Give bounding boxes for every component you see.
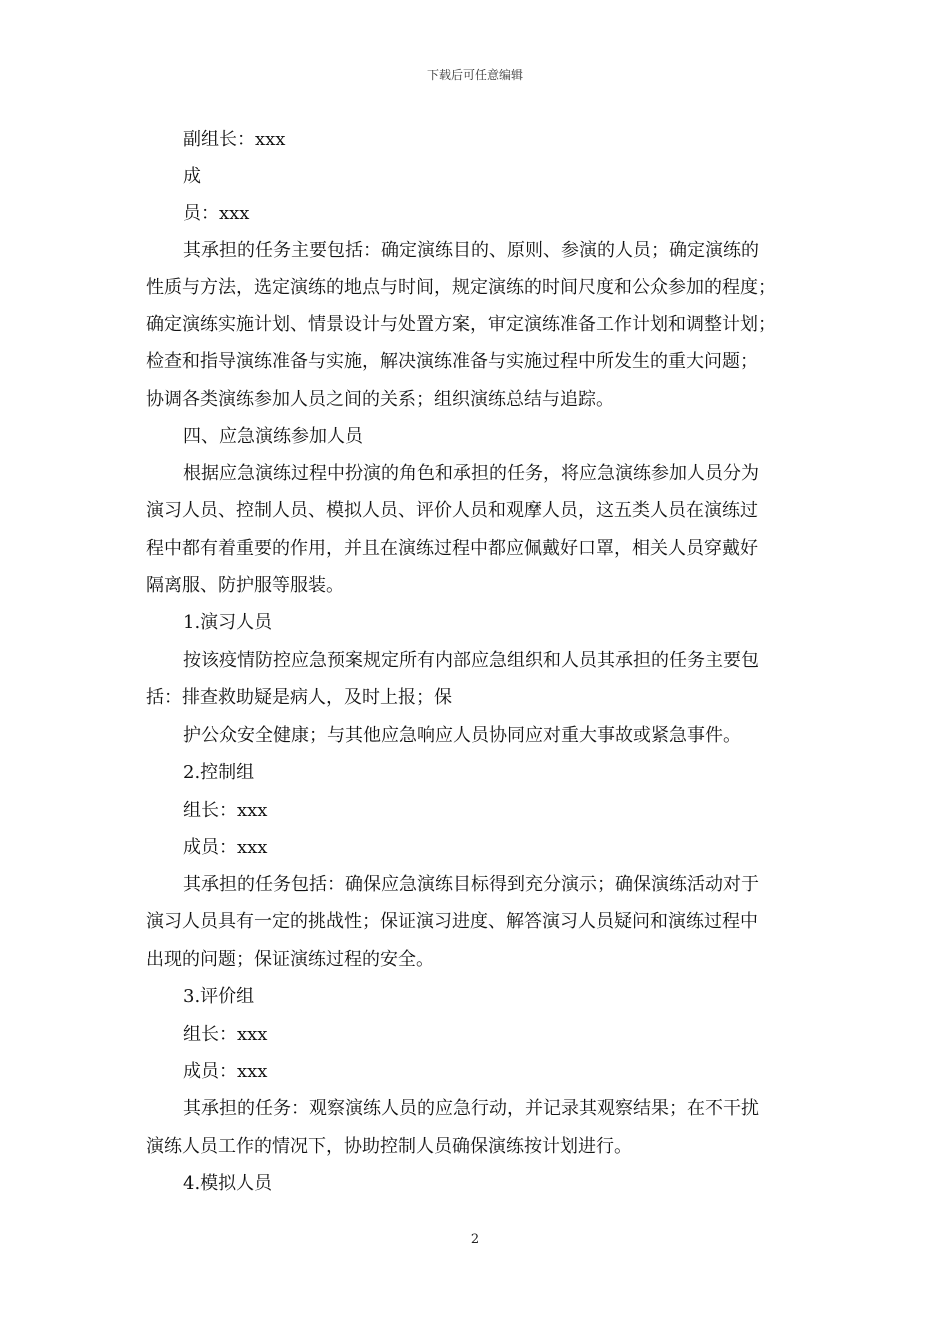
vice-leader-line: 副组长：xxx [183,129,286,150]
paragraph-line: 其承担的任务主要包括：确定演练目的、原则、参演的人员；确定演练的 [183,240,759,261]
paragraph-line: 确定演练实施计划、情景设计与处置方案，审定演练准备工作计划和调整计划； [146,314,776,335]
paragraph-line: 根据应急演练过程中扮演的角色和承担的任务，将应急演练参加人员分为 [183,463,759,484]
subsection-heading: 4.模拟人员 [183,1173,273,1194]
members-line: 成员：xxx [183,1061,268,1082]
member-value-line: 员：xxx [183,203,250,224]
leader-line: 组长：xxx [183,800,268,821]
page-header: 下载后可任意编辑 [426,68,523,82]
paragraph-line: 护公众安全健康；与其他应急响应人员协同应对重大事故或紧急事件。 [183,725,741,746]
paragraph-line: 程中都有着重要的作用，并且在演练过程中都应佩戴好口罩，相关人员穿戴好 [146,538,758,559]
paragraph-line: 演习人员、控制人员、模拟人员、评价人员和观摩人员，这五类人员在演练过 [146,500,758,521]
paragraph-line: 演习人员具有一定的挑战性；保证演习进度、解答演习人员疑问和演练过程中 [146,911,758,932]
paragraph-line: 检查和指导演练准备与实施，解决演练准备与实施过程中所发生的重大问题； [146,351,758,372]
paragraph-line: 其承担的任务包括：确保应急演练目标得到充分演示；确保演练活动对于 [183,874,759,895]
leader-line: 组长：xxx [183,1024,268,1045]
page-number: 2 [470,1232,480,1247]
paragraph-line: 演练人员工作的情况下，协助控制人员确保演练按计划进行。 [146,1136,632,1157]
paragraph-line: 性质与方法，选定演练的地点与时间，规定演练的时间尺度和公众参加的程度； [146,277,776,298]
subsection-heading: 3.评价组 [183,986,255,1007]
paragraph-line: 按该疫情防控应急预案规定所有内部应急组织和人员其承担的任务主要包 [183,650,759,671]
subsection-heading: 2.控制组 [183,762,255,783]
members-line: 成员：xxx [183,837,268,858]
subsection-heading: 1.演习人员 [183,612,273,633]
paragraph-line: 其承担的任务：观察演练人员的应急行动，并记录其观察结果；在不干扰 [183,1098,759,1119]
paragraph-line: 隔离服、防护服等服装。 [146,575,344,596]
member-label-line: 成 [183,166,201,187]
paragraph-line: 出现的问题；保证演练过程的安全。 [146,949,434,970]
section-heading: 四、应急演练参加人员 [183,426,363,447]
paragraph-line: 括：排查救助疑是病人，及时上报；保 [146,687,452,708]
paragraph-line: 协调各类演练参加人员之间的关系；组织演练总结与追踪。 [146,389,614,410]
